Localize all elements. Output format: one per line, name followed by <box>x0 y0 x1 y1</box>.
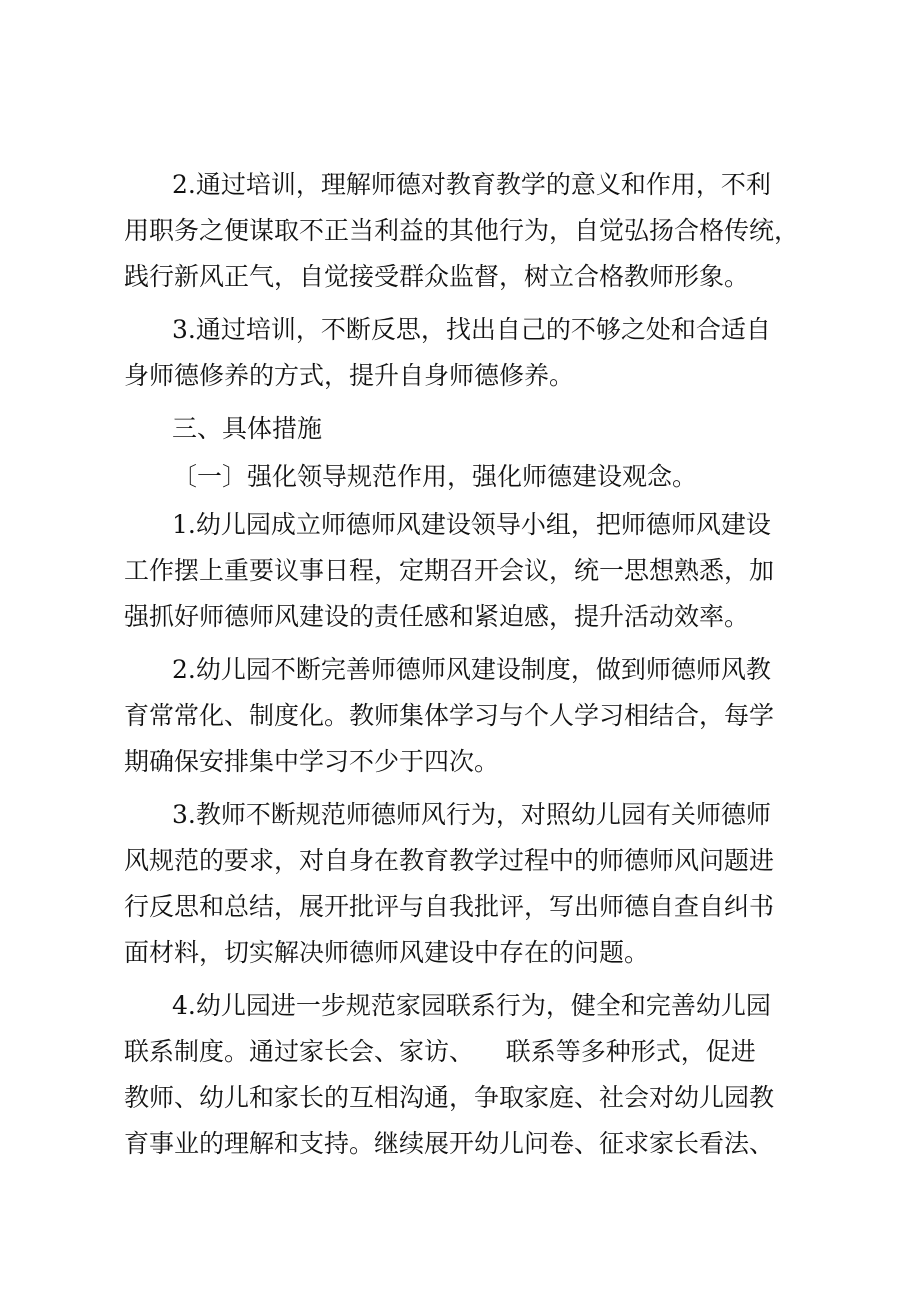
text-line: 4.幼儿园进一步规范家园联系行为，健全和完善幼儿园 <box>172 991 771 1020</box>
text-line: 2.幼儿园不断完善师德师风建设制度，做到师德师风教 <box>172 655 771 684</box>
text-line: 风规范的要求，对自身在教育教学过程中的师德师风问题进 <box>124 846 775 875</box>
text-line: 2.通过培训，理解师德对教育教学的意义和作用，不利 <box>172 170 771 199</box>
text-line: 1.幼儿园成立师德师风建设领导小组，把师德师风建设 <box>172 510 771 539</box>
text-line: 3.通过培训，不断反思，找出自己的不够之处和合适自 <box>172 315 771 344</box>
text-line: 面材料，切实解决师德师风建设中存在的问题。 <box>124 938 650 967</box>
text-line: 身师德修养的方式，提升自身师德修养。 <box>124 361 575 390</box>
text-line: 强抓好师德师风建设的责任感和紧迫感，提升活动效率。 <box>124 602 750 631</box>
section-heading: 三、具体措施 <box>172 414 323 443</box>
text-line: 用职务之便谋取不正当利益的其他行为，自觉弘扬合格传统， <box>124 216 800 245</box>
text-line: 践行新风正气，自觉接受群众监督，树立合格教师形象。 <box>124 262 750 291</box>
text-line: 育事业的理解和支持。继续展开幼儿问卷、征求家长看法、 <box>124 1129 775 1158</box>
text-line: 3.教师不断规范师德师风行为，对照幼儿园有关师德师 <box>172 800 771 829</box>
text-line: 期确保安排集中学习不少于四次。 <box>124 747 500 776</box>
text-line: 工作摆上重要议事日程，定期召开会议，统一思想熟悉，加 <box>124 556 775 585</box>
text-line: 联系制度。通过家长会、家访、 联系等多种形式，促进 <box>124 1037 756 1066</box>
subsection-heading: 〔一〕强化领导规范作用，强化师德建设观念。 <box>172 462 698 491</box>
text-line: 行反思和总结，展开批评与自我批评，写出师德自查自纠书 <box>124 892 775 921</box>
text-line: 教师、幼儿和家长的互相沟通，争取家庭、社会对幼儿园教 <box>124 1083 775 1112</box>
text-line: 育常常化、制度化。教师集体学习与个人学习相结合，每学 <box>124 701 775 730</box>
